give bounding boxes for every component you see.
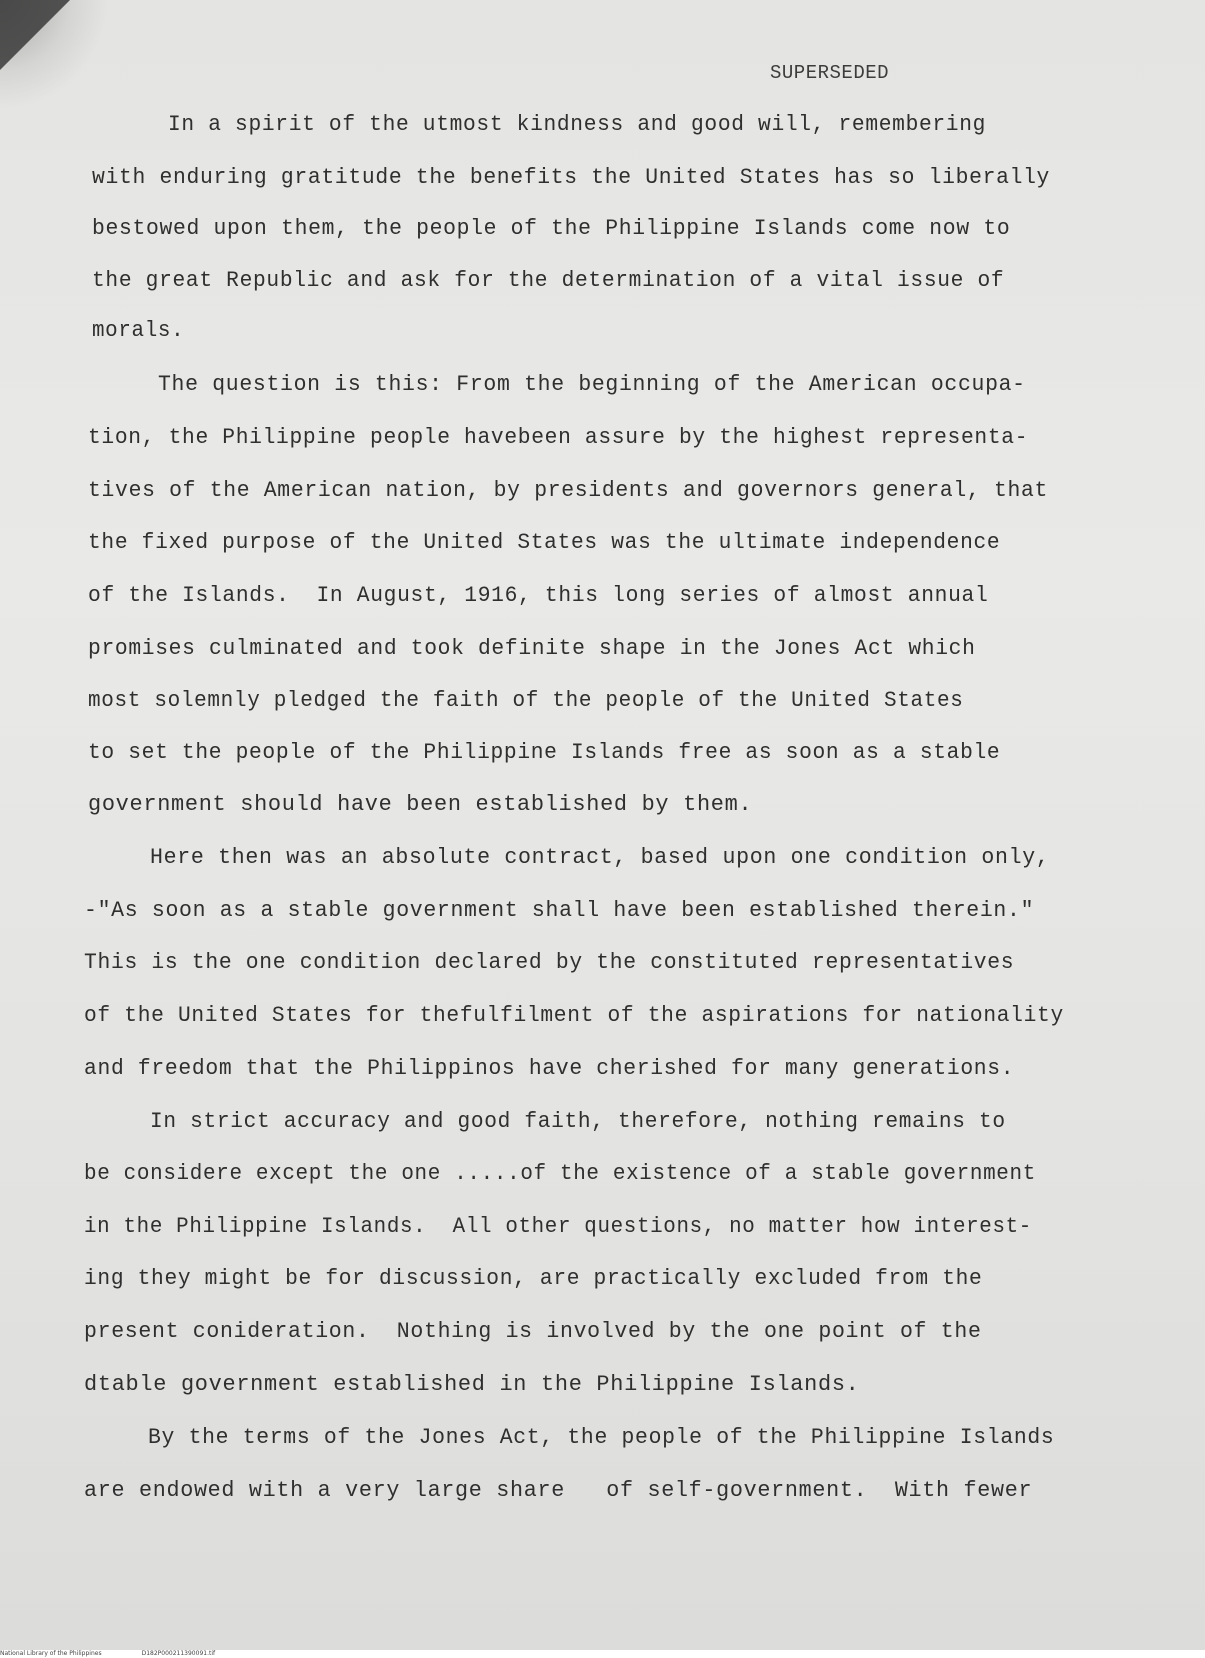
scan-footer bbox=[0, 1650, 1205, 1658]
text-line: -"As soon as a stable government shall have been established therein." bbox=[84, 898, 1035, 923]
text-line: The question is this: From the beginning of the American occupa- bbox=[158, 372, 1026, 397]
text-line: of the United States for thefulfilment of the aspirations for nationality bbox=[84, 1003, 1064, 1028]
text-line: promises culminated and took definite shape in the Jones Act which bbox=[88, 636, 976, 661]
text-line: present conideration. Nothing is involved by the one point of the bbox=[84, 1319, 982, 1344]
text-line: with enduring gratitude the benefits the United States has so liberally bbox=[92, 165, 1051, 190]
text-line: This is the one condition declared by the constituted representatives bbox=[84, 950, 1015, 975]
text-line: Here then was an absolute contract, based upon one condition only, bbox=[150, 845, 1050, 870]
text-line: in the Philippine Islands. All other questions, no matter how interest- bbox=[84, 1214, 1032, 1239]
page-fold-corner bbox=[0, 0, 70, 70]
text-line: dtable government established in the Philippine Islands. bbox=[84, 1372, 860, 1397]
superseded-stamp: SUPERSEDED bbox=[770, 62, 890, 84]
text-line: government should have been established by them. bbox=[88, 792, 753, 817]
footer-library: National Library of the Philippines bbox=[0, 1650, 102, 1657]
text-line: tion, the Philippine people havebeen assure by the highest representa- bbox=[88, 425, 1029, 450]
text-line: tives of the American nation, by presidents and governors general, that bbox=[88, 478, 1049, 503]
text-line: to set the people of the Philippine Islands free as soon as a stable bbox=[88, 740, 1001, 765]
text-line: the great Republic and ask for the determination of a vital issue of bbox=[92, 268, 1005, 293]
text-line: most solemnly pledged the faith of the people of the United States bbox=[88, 688, 964, 713]
footer-filename: D182P000211390091.tif bbox=[141, 1650, 216, 1657]
text-line: of the Islands. In August, 1916, this long series of almost annual bbox=[88, 583, 989, 608]
text-line: morals. bbox=[92, 318, 185, 343]
text-line: the fixed purpose of the United States was the ultimate independence bbox=[88, 530, 1001, 555]
text-line: are endowed with a very large share of self-government. With fewer bbox=[84, 1478, 1033, 1503]
text-line: bestowed upon them, the people of the Philippine Islands come now to bbox=[92, 216, 1011, 241]
text-line: be considere except the one .....of the existence of a stable government bbox=[84, 1161, 1036, 1186]
text-line: ing they might be for discussion, are practically excluded from the bbox=[84, 1266, 983, 1291]
text-line: and freedom that the Philippinos have cherished for many generations. bbox=[84, 1056, 1015, 1081]
text-line: In strict accuracy and good faith, therefore, nothing remains to bbox=[150, 1109, 1006, 1134]
text-line: In a spirit of the utmost kindness and good will, remembering bbox=[168, 112, 987, 137]
text-line: By the terms of the Jones Act, the people of the Philippine Islands bbox=[148, 1425, 1055, 1450]
